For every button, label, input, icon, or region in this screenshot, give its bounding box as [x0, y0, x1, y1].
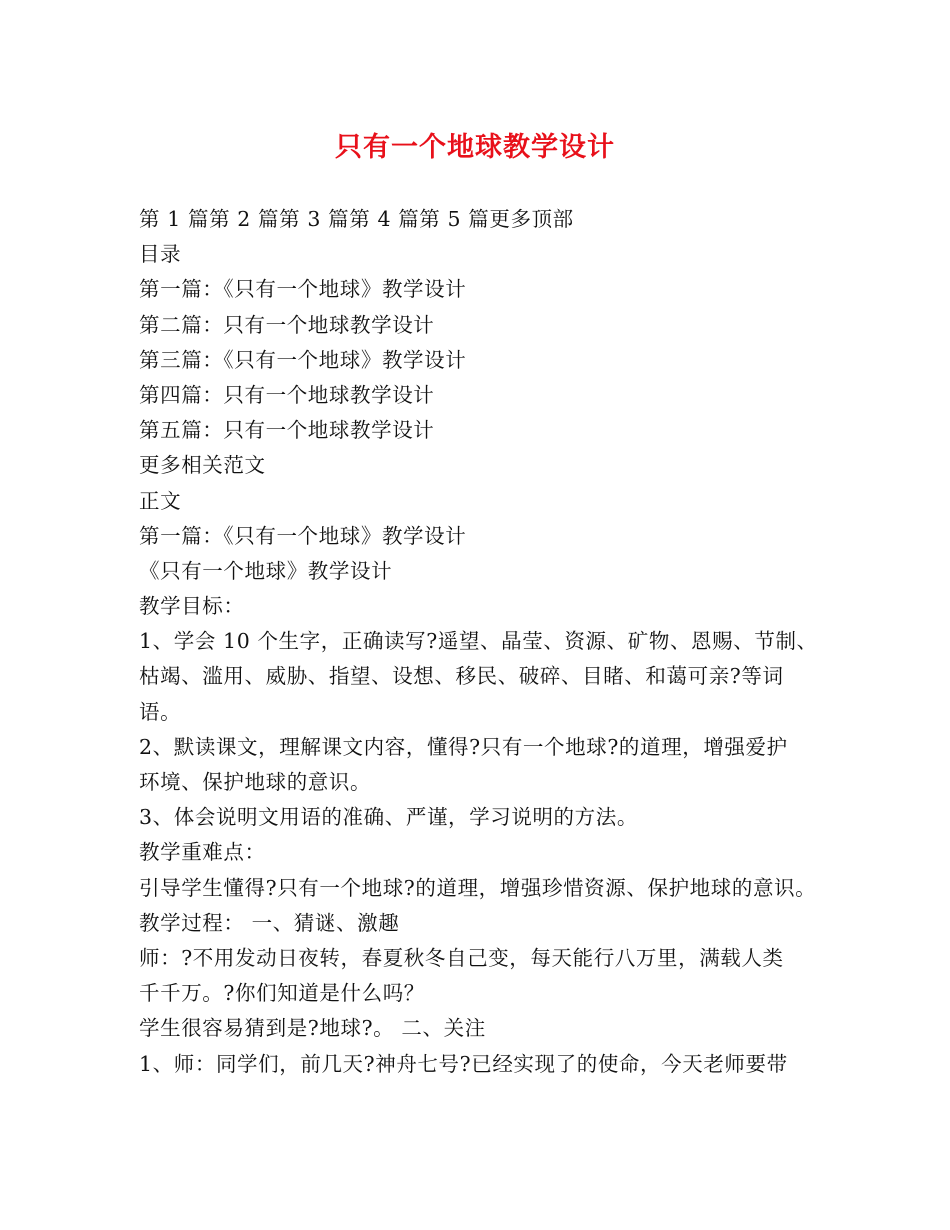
toc-item-5: 第五篇：只有一个地球教学设计 — [139, 418, 435, 443]
text-line: 2、默读课文，理解课文内容，懂得?只有一个地球?的道理，增强爱护 — [139, 734, 788, 759]
section-heading: 第一篇：《只有一个地球》教学设计 — [139, 523, 467, 548]
text-line: 千千万。?你们知道是什么吗？ — [139, 981, 425, 1006]
toc-item-3: 第三篇：《只有一个地球》教学设计 — [139, 347, 467, 372]
toc-item-2: 第二篇：只有一个地球教学设计 — [139, 312, 435, 337]
section-subtitle: 《只有一个地球》教学设计 — [139, 558, 393, 583]
more-related-line: 更多相关范文 — [139, 453, 266, 478]
text-line: 3、体会说明文用语的准确、严谨，学习说明的方法。 — [139, 805, 638, 830]
difficulty-heading: 教学重难点： — [139, 840, 266, 865]
goals-heading: 教学目标： — [139, 594, 245, 619]
text-line: 学生很容易猜到是?地球?。 二、关注 — [139, 1016, 486, 1041]
process-heading: 教学过程： 一、猜谜、激趣 — [139, 910, 400, 935]
text-line: 枯竭、滥用、威胁、指望、设想、移民、破碎、目睹、和蔼可亲?等词 — [139, 664, 784, 689]
text-line: 师：?不用发动日夜转，春夏秋冬自己变，每天能行八万里，满载人类 — [139, 945, 784, 970]
toc-item-4: 第四篇：只有一个地球教学设计 — [139, 382, 435, 407]
nav-line: 第 1 篇第 2 篇第 3 篇第 4 篇第 5 篇更多顶部 — [139, 207, 574, 231]
document-body — [139, 202, 829, 1082]
text-line: 1、学会 10 个生字，正确读写?遥望、晶莹、资源、矿物、恩赐、节制、 — [139, 629, 818, 654]
text-line: 环境、保护地球的意识。 — [139, 770, 372, 794]
document-title: 只有一个地球教学设计 — [335, 132, 615, 163]
text-line: 语。 — [139, 699, 182, 724]
text-line: 1、师：同学们，前几天?神舟七号?已经实现了的使命，今天老师要带 — [139, 1051, 788, 1076]
toc-item-1: 第一篇：《只有一个地球》教学设计 — [139, 277, 467, 302]
toc-heading: 目录 — [139, 242, 182, 267]
text-line: 引导学生懂得?只有一个地球?的道理，增强珍惜资源、保护地球的意识。 — [139, 875, 817, 900]
body-heading: 正文 — [139, 488, 182, 513]
